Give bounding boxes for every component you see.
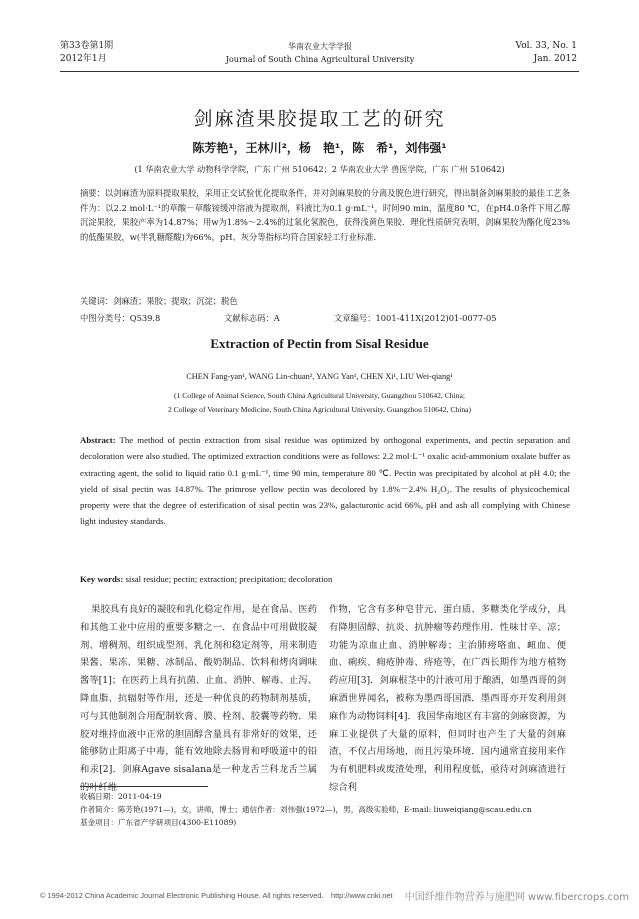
title-cn: 剑麻渣果胶提取工艺的研究 (193, 108, 446, 130)
keywords-en-text: sisal residue; pectin; extraction; precipitation; decoloration (125, 574, 333, 584)
header-right (516, 40, 577, 66)
footnote-rule (80, 786, 208, 787)
body-column-right: 作物，它含有多种皂苷元、蛋白质、多糖类化学成分，具有降胆固醇、抗炎、抗肿瘤等药理作用．性味甘辛、凉；功能为凉血止血、消肿解毒；主治肺痨咯血、衄血、便血、痢疾、痈疮肿毒、痔疮等，在广西长期作为地方植物药应用[3]．剑麻根茎中的汁液可用于酿酒，如墨西哥的剑麻酒世界闻名，被称为墨西哥国酒．墨西哥亦开发利用剑麻作为动物饲料[4]．我国华南地区有丰富的剑麻资源，为麻工业提供了大量的原料，但同时也产生了大量的剑麻渣，不仅占用场地，而且污染环境．国内通常直接用来作为有机肥料或废渣处理，利用程度低，亟待对剑麻渣进行综合利 (329, 604, 566, 793)
authors-en: CHEN Fang-yan¹, WANG Lin-chuan², YANG Yan¹, CHEN Xi¹, LIU Wei-qiang¹ (186, 372, 453, 381)
abstract-en (80, 432, 570, 530)
watermark: 中国纤维作物营养与施肥网 www.fibercrops.com (404, 892, 629, 903)
abstract-en-label: Abstract: (80, 435, 116, 445)
volume-issue: 第33卷第1期 (60, 41, 114, 51)
keywords-cn: 关键词：剑麻渣；果胶；提取；沉淀；脱色 (80, 296, 238, 306)
affiliation-en-2: 2 College of Veterinary Medicine, South China Agricultural University, Guangzhou 510642, China) (167, 405, 472, 414)
journal-name-cn: 华南农业大学学报 (288, 42, 352, 51)
footnote-received: 收稿日期：2011-04-19 (80, 792, 162, 801)
footnote-funding: 基金项目：广东省产学研项目(4300-E11089) (80, 818, 237, 827)
document-code: 文献标志码：A (224, 313, 280, 323)
issue-date-cn: 2012年1月 (60, 54, 107, 64)
affiliation-cn: (1 华南农业大学 动物科学学院，广东 广州 510642；2 华南农业大学 兽医学院，广东 广州 510642) (134, 164, 505, 174)
header-center (200, 40, 440, 66)
keywords-en-label: Key words: (80, 574, 124, 584)
header-rule (60, 71, 579, 72)
header-left (60, 40, 113, 66)
affiliation-en-1: (1 College of Animal Science, South China Agricultural University, Guangzhou 510642, China; (174, 391, 465, 400)
title-en: Extraction of Pectin from Sisal Residue (210, 336, 429, 351)
issue-date-en: Jan. 2012 (533, 54, 577, 64)
footnote-author: 作者简介：陈芳艳(1971—)，女，讲师，博士；通信作者：刘伟强(1972—)，男，高级实验师，E-mail: liuweiqiang@scau.edu.cn (80, 805, 532, 814)
abstract-en-text: The method of pectin extraction from sisal residue was optimized by orthogonal experiments, and pectin separation and decoloration were also studied. The optimized extraction conditions were as follows: 2.2 mol·L⁻¹ oxalic acid-ammonium oxalate buffer as extracting agent, the solid to liquid ratio 0.1 g·mL⁻¹, time 90 min, temperature 80 ℃. Pectin was precipitated by alcohol at pH 4.0; the yield of sisal pectin was 14.87%. The primrose yellow pectin was decolored by 1.8%－2.4% H₂O₂. The results of physicochemical property were that the degree of esterification of sisal pectin was 23%, galacturonic acid 66%, pH and ash all complying with Chinese light industey standards. (80, 435, 570, 527)
journal-name-en: Journal of South China Agricultural University (225, 55, 415, 64)
clc-number: 中图分类号：Q539.8 (80, 313, 161, 323)
copyright-footer: © 1994-2012 China Academic Journal Electronic Publishing House. All rights reserved. http://www.cnki.net (40, 891, 393, 900)
keywords-en (80, 574, 570, 584)
volume-issue-en: Vol. 33, No. 1 (515, 41, 577, 51)
authors-cn: 陈芳艳¹，王林川²，杨 艳¹，陈 希¹，刘伟强¹ (192, 141, 447, 155)
body-column-left: 果胶具有良好的凝胶和乳化稳定作用，是在食品、医药和其他工业中应用的重要多糖之一．在食品中可用做胶凝剂、增稠剂、组织成型剂、乳化剂和稳定剂等，用来制造果酱、果冻、果糖、冰制品、酸奶制品、饮料和烤肉调味酱等[1]；在医药上具有抗菌、止血、消肿、解毒、止泻、降血脂、抗辐射等作用，还是一种优良的药物制剂基质，可与其他制剂合用配制软膏、膜、栓剂、胶囊等药物．果胶对维持血液中正常的胆固醇含量具有非常好的效果，还能够防止阳离子中毒，能有效地除去肠胃和呼吸道中的铅和汞[2]．剑麻Agave sisalana是一种龙舌兰科龙舌兰属的叶纤维 (80, 604, 317, 793)
abstract-cn: 摘要：以剑麻渣为原料提取果胶，采用正交试验优化提取条件，并对剑麻果胶的分离及脱色进行研究，得出制备剑麻果胶的最佳工艺条件为：以2.2 mol·L⁻¹的草酸－草酸铵缓冲溶液为提取剂，料液比为0.1 g·mL⁻¹，时间90 min，温度80 ℃，在pH4.0条件下用乙醇沉淀果胶，果胶产率为14.87%；用w为1.8%～2.4%的过氧化氢脱色，获得浅黄色果胶．理化性质研究表明，剑麻果胶为酯化度23%的低酯果胶，w(半乳糖醛酸)为66%，pH、灰分等指标均符合国家轻工行业标准． (80, 188, 570, 243)
article-number: 文章编号：1001-411X(2012)01-0077-05 (334, 313, 497, 323)
